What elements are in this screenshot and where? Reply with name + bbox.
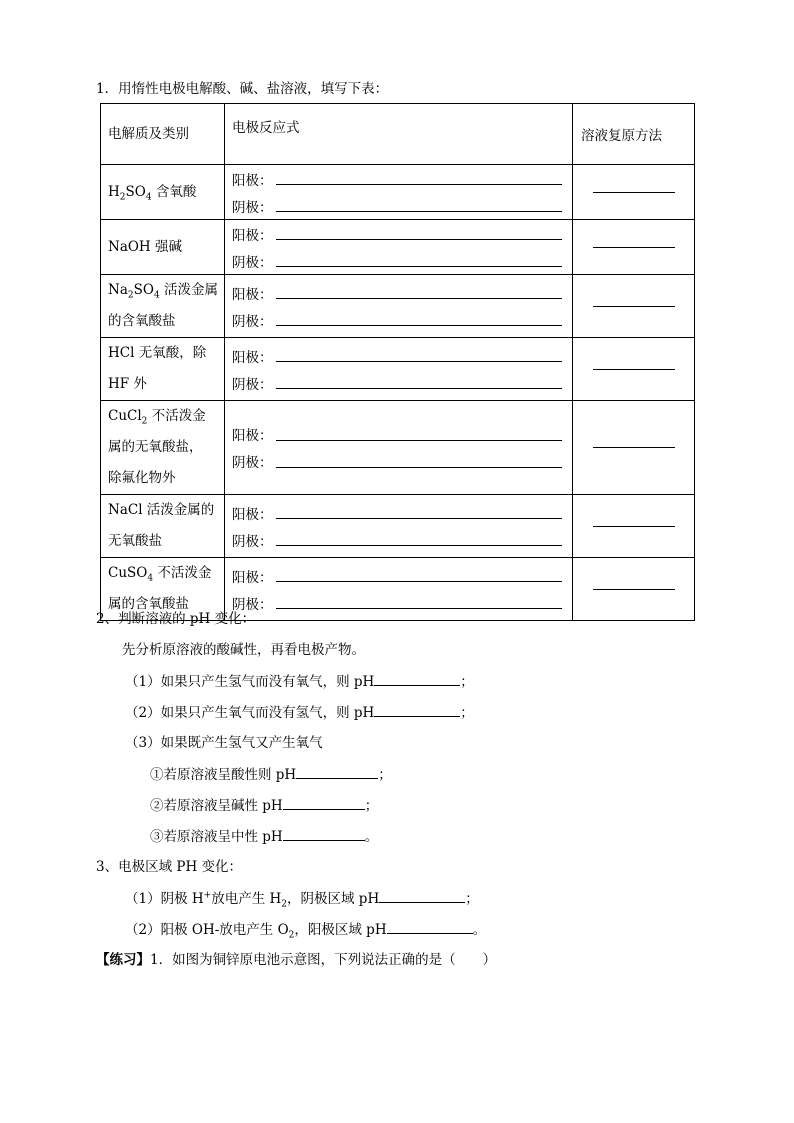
anode-answer-line[interactable] [276,227,562,240]
reaction-cell [225,338,573,401]
restore-cell [573,495,695,558]
question-2-sub-2: ②若原溶液呈碱性 pH ； [150,798,379,814]
anode-label: 阳极： [232,428,273,444]
answer-blank[interactable] [374,673,460,686]
restore-cell [573,275,695,338]
question-2-sub-3: ③若原溶液呈中性 pH 。 [150,829,379,845]
anode-answer-line[interactable] [276,428,562,441]
question-2-item-1: （1）如果只产生氢气而没有氧气，则 pH ； [125,674,474,690]
header-electrode-reaction: 电极反应式 [225,104,573,165]
anode-answer-line[interactable] [276,569,562,582]
cathode-answer-line[interactable] [276,596,562,609]
restore-answer-line[interactable] [593,294,675,307]
header-electrolyte: 电解质及类别 [101,104,225,165]
electrolyte-cell: CuSO$_4$ 不活泼金 属的含氧酸盐 [101,558,225,621]
reaction-cell [225,220,573,275]
question-2-item-2: （2）如果只产生氧气而没有氢气，则 pH ； [125,705,474,721]
question-3-title: 3、电极区域 PH 变化： [96,859,243,875]
cathode-answer-line[interactable] [276,313,562,326]
cathode-label: 阴极： [232,533,273,550]
reaction-cell [225,275,573,338]
reaction-cell [225,558,573,621]
question-3-item-2: （2）阳极 OH-放电产生 $O_2$，阳极区域 pH 。 [125,922,487,941]
reaction-cell [225,401,573,495]
table-row [101,275,695,338]
restore-cell [573,338,695,401]
electrolyte-cell: NaCl 活泼金属的 无氧酸盐 [101,495,225,558]
anode-answer-line[interactable] [276,349,562,362]
table-row [101,401,695,495]
table-row [101,495,695,558]
reaction-cell [225,495,573,558]
anode-label: 阳极： [232,506,273,523]
question-1-title: 1．用惰性电极电解酸、碱、盐溶液，填写下表： [96,81,389,97]
practice-tag: 【练习】 [96,952,150,968]
practice-question [96,952,496,968]
cathode-answer-line[interactable] [276,455,562,468]
anode-label: 阳极： [232,569,273,586]
cathode-label: 阴极： [232,313,273,330]
anode-label: 阳极： [232,227,273,244]
restore-answer-line[interactable] [593,577,675,590]
electrolyte-cell: $H_2SO_4$ 含氧酸 [101,165,225,220]
question-2-title: 2、判断溶液的 pH 变化： [96,611,256,627]
restore-answer-line[interactable] [593,235,675,248]
electrolyte-cell: CuCl$_2$ 不活泼金 属的无氧酸盐， 除氟化物外 [101,401,225,495]
anode-answer-line[interactable] [276,172,562,185]
anode-answer-line[interactable] [276,286,562,299]
anode-label: 阳极： [232,172,273,189]
answer-blank[interactable] [379,890,465,903]
table-header-row [101,104,695,165]
cathode-label: 阴极： [232,199,273,216]
electrolysis-table [100,103,695,621]
answer-blank[interactable] [296,766,378,779]
electrolyte-cell: $Na_2SO_4$ 活泼金属 的含氧酸盐 [101,275,225,338]
electrolyte-cell: HCl 无氧酸，除 HF 外 [101,338,225,401]
answer-blank[interactable] [387,921,473,934]
cathode-label: 阴极： [232,455,273,471]
anode-label: 阳极： [232,286,273,303]
table-row [101,165,695,220]
question-3-item-1: （1）阴极 H+放电产生 $H_2$，阴极区域 pH ； [125,890,479,910]
cathode-answer-line[interactable] [276,254,562,267]
table-row [101,220,695,275]
cathode-answer-line[interactable] [276,376,562,389]
answer-blank[interactable] [283,828,365,841]
electrolyte-cell: NaOH 强碱 [101,220,225,275]
restore-cell [573,220,695,275]
cathode-label: 阴极： [232,254,273,271]
answer-blank[interactable] [374,704,460,717]
cathode-label: 阴极： [232,376,273,393]
cathode-answer-line[interactable] [276,199,562,212]
reaction-cell [225,165,573,220]
table-row [101,338,695,401]
anode-label: 阳极： [232,349,273,366]
cathode-label: 阴极： [232,596,273,613]
answer-blank[interactable] [283,797,365,810]
restore-answer-line[interactable] [593,357,675,370]
restore-cell [573,558,695,621]
practice-text: 1．如图为铜锌原电池示意图，下列说法正确的是（ ） [150,952,497,968]
question-2-sub-1: ①若原溶液呈酸性则 pH ； [150,767,392,783]
restore-answer-line[interactable] [593,435,675,448]
header-restore-method: 溶液复原方法 [573,104,695,165]
anode-answer-line[interactable] [276,506,562,519]
cathode-answer-line[interactable] [276,533,562,546]
question-2-item-3: （3）如果既产生氢气又产生氧气 [125,735,323,751]
restore-cell [573,165,695,220]
restore-answer-line[interactable] [593,180,675,193]
question-2-intro: 先分析原溶液的酸碱性，再看电极产物。 [122,642,365,658]
restore-cell [573,401,695,495]
restore-answer-line[interactable] [593,514,675,527]
